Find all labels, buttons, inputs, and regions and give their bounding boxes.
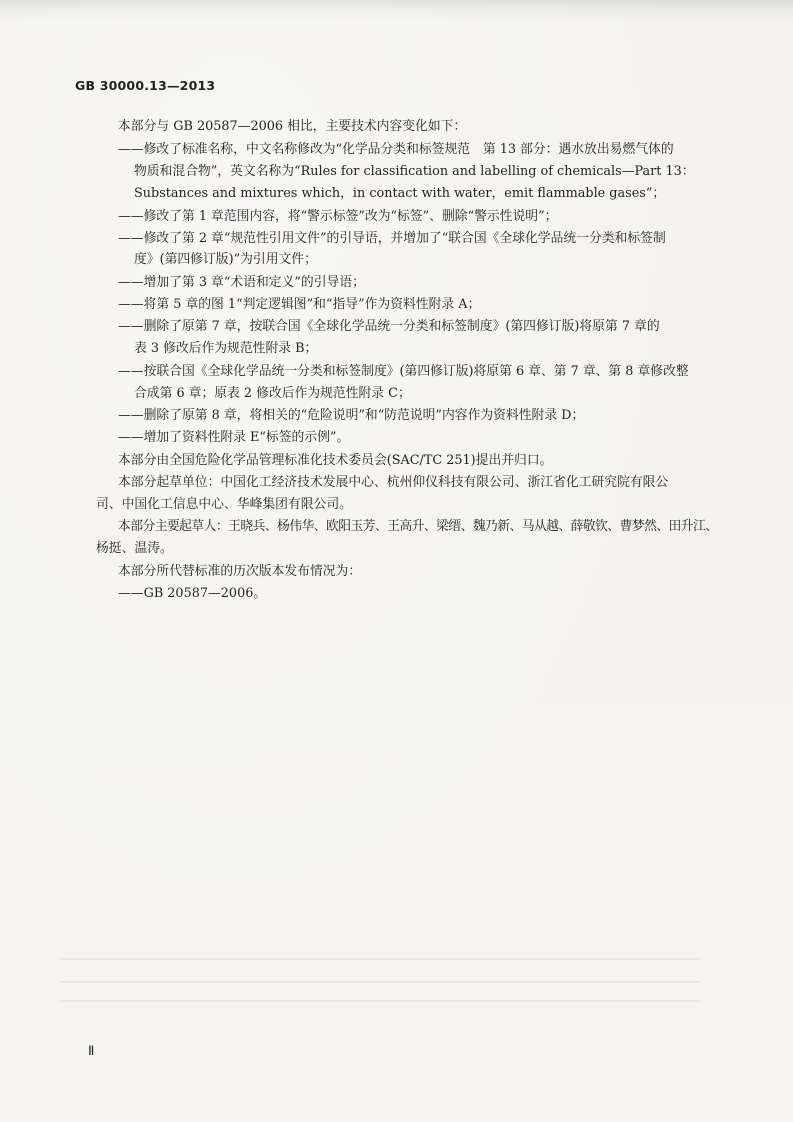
show-through-line [60,958,700,960]
change-item-scope: ——修改了第 1 章范围内容，将“警示标签”改为“标签”、删除“警示性说明”； [118,209,558,224]
history-item: ——GB 20587—2006。 [118,586,267,601]
change-item-annex-b-cont: 表 3 修改后作为规范性附录 B； [134,341,318,356]
change-item-normative-refs: ——修改了第 2 章“规范性引用文件”的引导语，并增加了“联合国《全球化学品统一分类和标签制 [118,231,666,246]
drafters-paragraph: 本部分主要起草人：王晓兵、杨伟华、欧阳玉芳、王高升、梁缙、魏乃新、马从越、薛敬钦、曹梦然、田升江、 [118,519,718,534]
change-item-annex-a: ——将第 5 章的图 1“判定逻辑图”和“指导”作为资料性附录 A； [118,297,481,312]
page-number: Ⅱ [88,1043,95,1058]
history-paragraph: 本部分所代替标准的历次版本发布情况为： [118,564,362,579]
change-item-annex-b: ——删除了原第 7 章，按联合国《全球化学品统一分类和标签制度》(第四修订版)将原第 7 章的 [118,319,660,334]
intro-paragraph: 本部分与 GB 20587—2006 相比，主要技术内容变化如下： [118,119,467,134]
standard-code-header: GB 30000.13—2013 [75,78,216,93]
show-through-line [60,981,700,983]
show-through-line [60,1000,700,1002]
change-item-title: ——修改了标准名称，中文名称修改为“化学品分类和标签规范 第 13 部分：遇水放出易燃气体的 [118,142,674,157]
drafters-paragraph-cont: 杨挺、温涛。 [96,541,173,556]
change-item-normative-refs-cont: 度》(第四修订版)”为引用文件； [134,252,317,267]
drafting-units-paragraph-cont: 司、中国化工信息中心、华峰集团有限公司。 [96,497,352,512]
drafting-units-paragraph: 本部分起草单位：中国化工经济技术发展中心、杭州仰仪科技有限公司、浙江省化工研究院有限公 [118,475,669,490]
change-item-annex-c: ——按联合国《全球化学品统一分类和标签制度》(第四修订版)将原第 6 章、第 7 章、第 8 章修改整 [118,364,689,379]
change-item-title-cont-2: Substances and mixtures which，in contact with water，emit flammable gases”； [134,186,666,201]
change-item-annex-e: ——增加了资料性附录 E“标签的示例”。 [118,430,350,445]
change-item-terms: ——增加了第 3 章“术语和定义”的引导语； [118,275,365,290]
proposal-paragraph: 本部分由全国危险化学品管理标准化技术委员会(SAC/TC 251)提出并归口。 [118,453,553,468]
change-item-annex-c-cont: 合成第 6 章；原表 2 修改后作为规范性附录 C； [134,386,411,401]
change-item-title-cont: 物质和混合物”，英文名称为“Rules for classification and labelling of chemicals—Part 13： [134,164,695,179]
change-item-annex-d: ——删除了原第 8 章，将相关的“危险说明”和“防范说明”内容作为资料性附录 D； [118,408,585,423]
